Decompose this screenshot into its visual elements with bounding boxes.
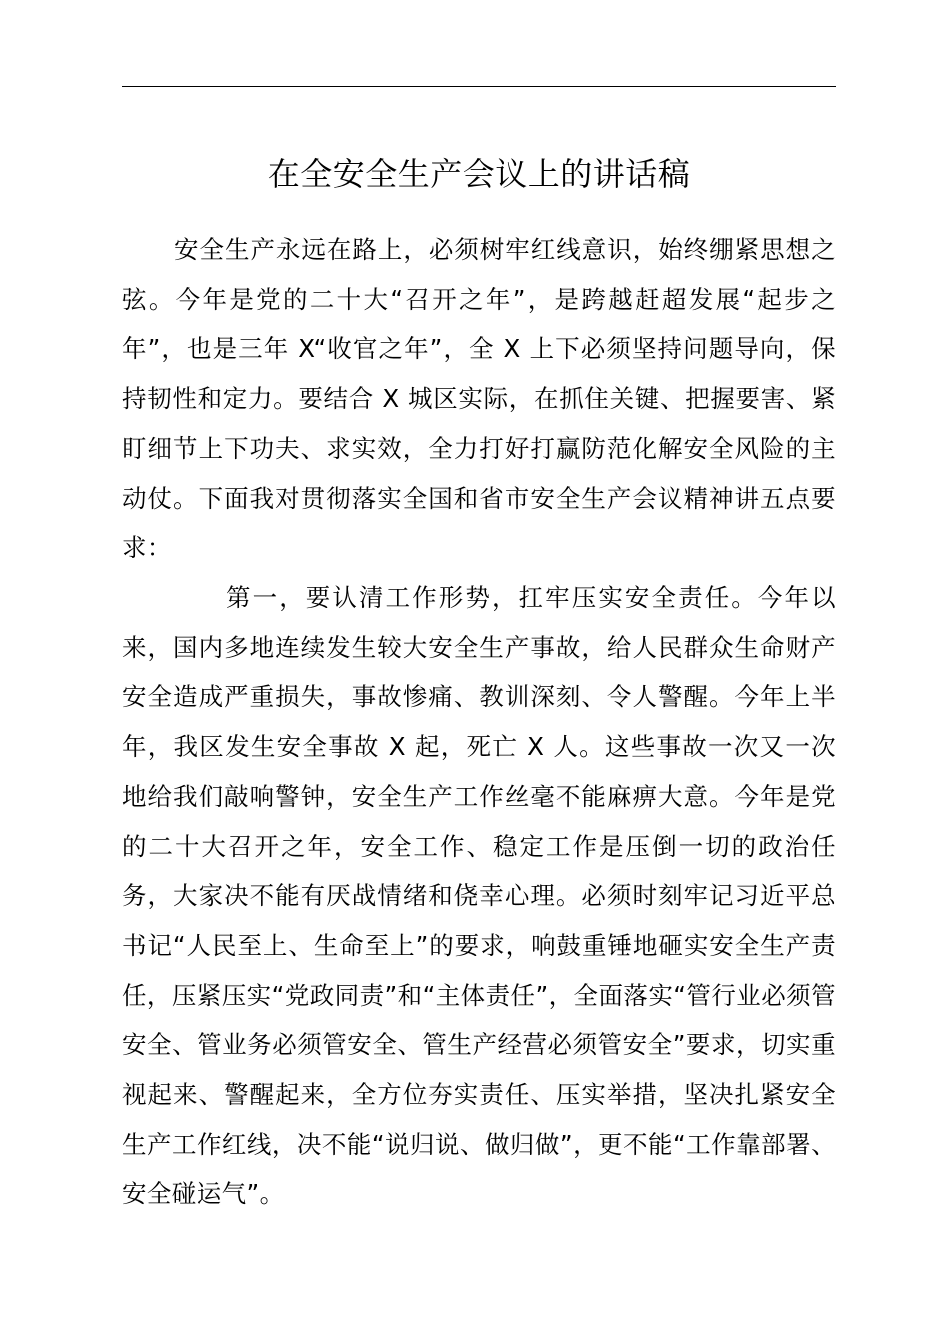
paragraph-intro: 安全生产永远在路上，必须树牢红线意识，始终绷紧思想之弦。今年是党的二十大“召开之年”，是跨越赶超发展“起步之年”，也是三年 X“收官之年”，全 X 上下必须坚持问题导向，保持韧性和定力。要结合 X 城区实际，在抓住关键、把握要害、紧盯细节上下功夫、求实效，全力打好打赢防范化解安全风险的主动仗。下面我对贯彻落实全国和省市安全生产会议精神讲五点要求： — [122, 235, 836, 563]
document-title: 在全安全生产会议上的讲话稿 — [267, 155, 691, 193]
header-rule — [122, 86, 836, 87]
paragraph-point-one: 第一，要认清工作形势，扛牢压实安全责任。今年以来，国内多地连续发生较大安全生产事故，给人民群众生命财产安全造成严重损失，事故惨痛、教训深刻、令人警醒。今年上半年，我区发生安全事故 X 起，死亡 X 人。这些事故一次又一次地给我们敲响警钟，安全生产工作丝毫不能麻痹大意。今年是党的二十大召开之年，安全工作、稳定工作是压倒一切的政治任务，大家决不能有厌战情绪和侥幸心理。必须时刻牢记习近平总书记“人民至上、生命至上”的要求，响鼓重锤地砸实安全生产责任，压紧压实“党政同责”和“主体责任”，全面落实“管行业必须管安全、管业务必须管安全、管生产经营必须管安全”要求，切实重视起来、警醒起来，全方位夯实责任、压实举措，坚决扎紧安全生产工作红线，决不能“说归说、做归做”，更不能“工作靠部署、安全碰运气”。 — [122, 583, 836, 1209]
